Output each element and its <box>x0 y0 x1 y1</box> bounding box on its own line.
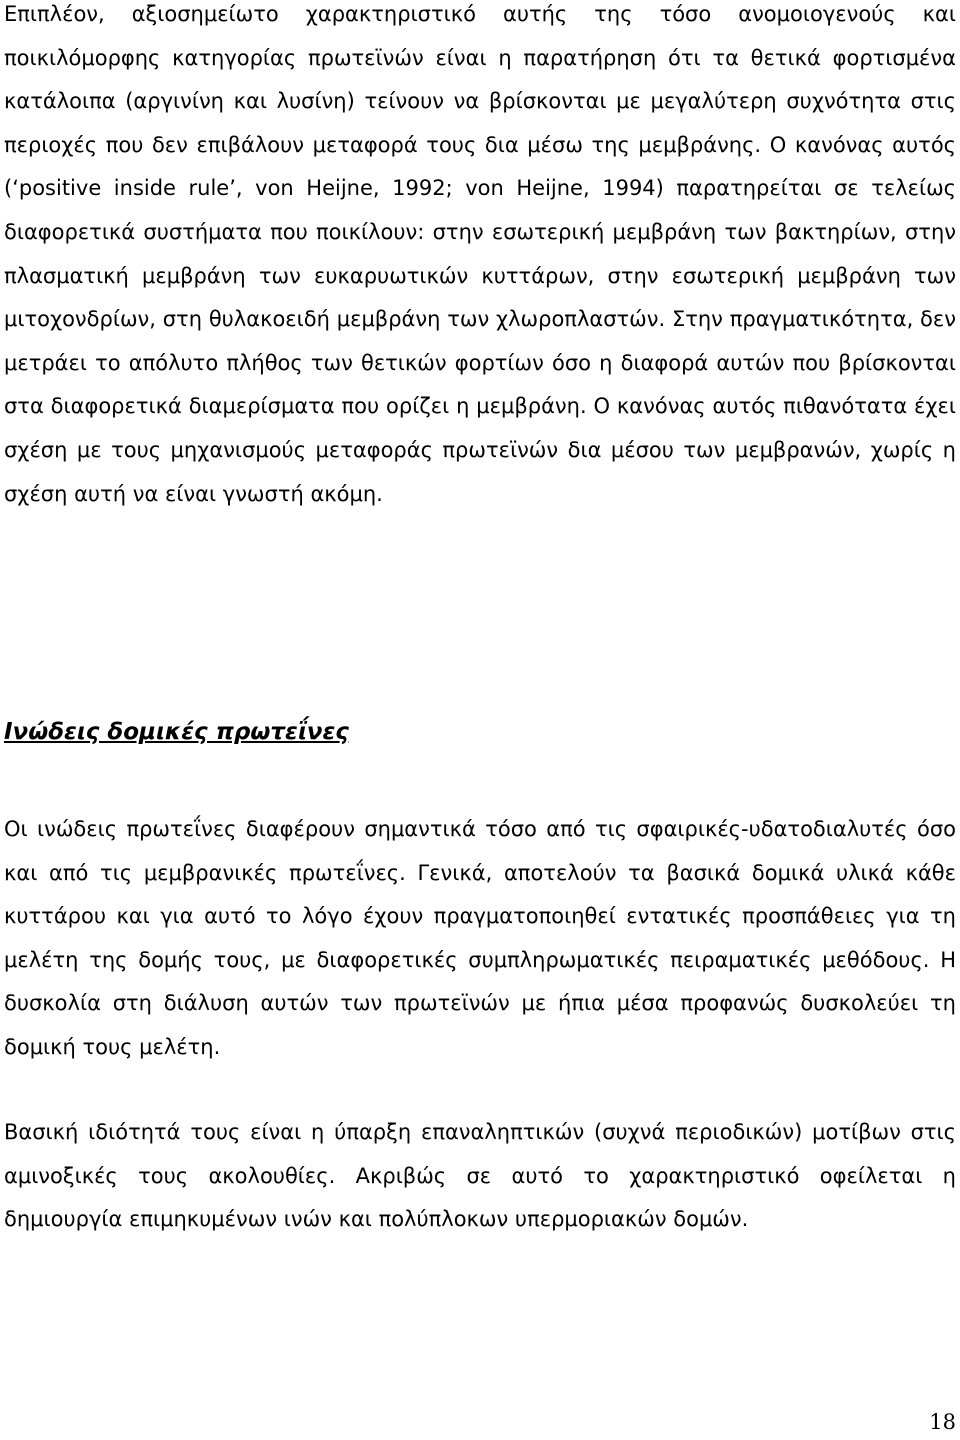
section-heading: Ινώδεις δομικές πρωτεΐνες <box>4 719 349 745</box>
paragraph-positive-inside-rule: Επιπλέον, αξιοσημείωτο χαρακτηριστικό αυτής της τόσο ανομοιογενούς και ποικιλόμορφης κατηγορίας πρωτεϊνών είναι η παρατήρηση ότι τα θετικά φορτισμένα κατάλοιπα (αργινίνη και λυσίνη) τείνουν να βρίσκονται με μεγαλύτερη συχνότητα στις περιοχές που δεν επιβάλουν μεταφορά τους δια μέσω της μεμβράνης. Ο κανόνας αυτός (‘positive inside rule’, von Heijne, 1992; von Heijne, 1994) παρατηρείται σε τελείως διαφορετικά συστήματα που ποικίλουν: στην εσωτερική μεμβράνη των βακτηρίων, στην πλασματική μεμβράνη των ευκαρυωτικών κυττάρων, στην εσωτερική μεμβράνη των μιτοχονδρίων, στη θυλακοειδή μεμβράνη των χλωροπλαστών. Στην πραγματικότητα, δεν μετράει το απόλυτο πλήθος των θετικών φορτίων όσο η διαφορά αυτών που βρίσκονται στα διαφορετικά διαμερίσματα που ορίζει η μεμβράνη. Ο κανόνας αυτός πιθανότατα έχει σχέση με τους μηχανισμούς μεταφοράς πρωτεϊνών δια μέσου των μεμβρανών, χωρίς η σχέση αυτή να είναι γνωστή ακόμη. <box>4 2 956 506</box>
paragraph-fibrous-proteins-intro: Οι ινώδεις πρωτεΐνες διαφέρουν σημαντικά τόσο από τις σφαιρικές-υδατοδιαλυτές όσο και από τις μεμβρανικές πρωτεΐνες. Γενικά, αποτελούν τα βασικά δομικά υλικά κάθε κυττάρου και για αυτό το λόγο έχουν πραγματοποιηθεί εντατικές προσπάθειες για τη μελέτη της δομής τους, με διαφορετικές συμπληρωματικές πειραματικές μεθόδους. Η δυσκολία στη διάλυση αυτών των πρωτεϊνών με ήπια μέσα προφανώς δυσκολεύει τη δομική τους μελέτη. <box>4 817 956 1059</box>
paragraph-fibrous-proteins-property: Βασική ιδιότητά τους είναι η ύπαρξη επαναληπτικών (συχνά περιοδικών) μοτίβων στις αμινοξικές τους ακολουθίες. Ακριβώς σε αυτό το χαρακτηριστικό οφείλεται η δημιουργία επιμηκυμένων ινών και πολύπλοκων υπερμοριακών δομών. <box>4 1120 956 1232</box>
page-number: 18 <box>929 1410 956 1434</box>
